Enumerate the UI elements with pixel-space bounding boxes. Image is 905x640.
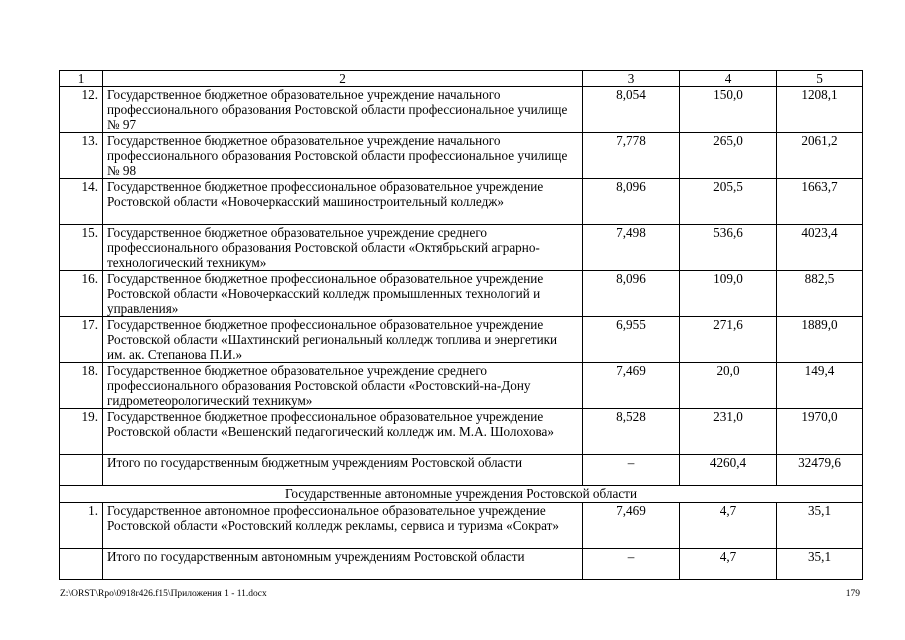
value-col-5: 1663,7	[777, 179, 863, 225]
data-table	[59, 70, 863, 580]
value-col-3: 6,955	[583, 317, 680, 363]
value-col-3: 7,469	[583, 363, 680, 409]
institution-name: Государственное бюджетное образовательное учреждение начального профессионального образования Ростовской области профессиональное училище № 97	[103, 87, 583, 133]
header-cell-4: 4	[680, 71, 777, 87]
value-col-3: 8,096	[583, 179, 680, 225]
total-label: Итого по государственным бюджетным учреждениям Ростовской области	[103, 455, 583, 486]
institution-name: Государственное бюджетное образовательное учреждение среднего профессионального образования Ростовской области «Ростовский-на-Дону гидрометеорологический техникум»	[103, 363, 583, 409]
table-row	[60, 179, 863, 225]
value-col-4: 150,0	[680, 87, 777, 133]
table-row	[60, 363, 863, 409]
footer-file-path: Z:\ORST\Rpo\0918r426.f15\Приложения 1 - 11.docx	[60, 589, 267, 599]
header-row	[60, 71, 863, 87]
total-row-autonomous	[60, 549, 863, 580]
row-number: 12.	[60, 87, 103, 133]
value-col-3: –	[583, 455, 680, 486]
value-col-5: 1208,1	[777, 87, 863, 133]
value-col-4: 271,6	[680, 317, 777, 363]
header-cell-3: 3	[583, 71, 680, 87]
institution-name: Государственное бюджетное образовательное учреждение начального профессионального образования Ростовской области профессиональное училище № 98	[103, 133, 583, 179]
value-col-5: 32479,6	[777, 455, 863, 486]
section-title: Государственные автономные учреждения Ростовской области	[60, 486, 863, 503]
value-col-5: 882,5	[777, 271, 863, 317]
row-number: 1.	[60, 503, 103, 549]
row-number-empty	[60, 455, 103, 486]
institution-name: Государственное бюджетное профессиональное образовательное учреждение Ростовской области «Новочеркасский колледж промышленных технологий и управления»	[103, 271, 583, 317]
table-row	[60, 503, 863, 549]
header-cell-1: 1	[60, 71, 103, 87]
table-row	[60, 271, 863, 317]
value-col-4: 4,7	[680, 549, 777, 580]
header-cell-5: 5	[777, 71, 863, 87]
table-row	[60, 409, 863, 455]
value-col-3: –	[583, 549, 680, 580]
value-col-3: 7,498	[583, 225, 680, 271]
total-row-budget	[60, 455, 863, 486]
row-number: 16.	[60, 271, 103, 317]
value-col-4: 4260,4	[680, 455, 777, 486]
table-row	[60, 87, 863, 133]
value-col-3: 7,778	[583, 133, 680, 179]
value-col-4: 205,5	[680, 179, 777, 225]
value-col-5: 2061,2	[777, 133, 863, 179]
row-number-empty	[60, 549, 103, 580]
total-label: Итого по государственным автономным учреждениям Ростовской области	[103, 549, 583, 580]
value-col-4: 4,7	[680, 503, 777, 549]
value-col-3: 8,054	[583, 87, 680, 133]
row-number: 17.	[60, 317, 103, 363]
value-col-4: 20,0	[680, 363, 777, 409]
row-number: 18.	[60, 363, 103, 409]
value-col-5: 149,4	[777, 363, 863, 409]
row-number: 19.	[60, 409, 103, 455]
institution-name: Государственное бюджетное образовательное учреждение среднего профессионального образования Ростовской области «Октябрьский аграрно-технологический техникум»	[103, 225, 583, 271]
value-col-3: 7,469	[583, 503, 680, 549]
row-number: 13.	[60, 133, 103, 179]
value-col-5: 35,1	[777, 503, 863, 549]
value-col-5: 4023,4	[777, 225, 863, 271]
institution-name: Государственное бюджетное профессиональное образовательное учреждение Ростовской области «Шахтинский региональный колледж топлива и энергетики им. ак. Степанова П.И.»	[103, 317, 583, 363]
page-number: 179	[845, 589, 860, 599]
value-col-4: 265,0	[680, 133, 777, 179]
row-number: 15.	[60, 225, 103, 271]
value-col-5: 1970,0	[777, 409, 863, 455]
header-cell-2: 2	[103, 71, 583, 87]
table-row	[60, 225, 863, 271]
institution-name: Государственное автономное профессиональное образовательное учреждение Ростовской области «Ростовский колледж рекламы, сервиса и туризма «Сократ»	[103, 503, 583, 549]
value-col-3: 8,096	[583, 271, 680, 317]
value-col-4: 231,0	[680, 409, 777, 455]
table-row	[60, 317, 863, 363]
value-col-5: 1889,0	[777, 317, 863, 363]
table-row	[60, 133, 863, 179]
institution-name: Государственное бюджетное профессиональное образовательное учреждение Ростовской области «Вешенский педагогический колледж им. М.А. Шолохова»	[103, 409, 583, 455]
value-col-4: 536,6	[680, 225, 777, 271]
value-col-4: 109,0	[680, 271, 777, 317]
institution-name: Государственное бюджетное профессиональное образовательное учреждение Ростовской области «Новочеркасский машиностроительный колледж»	[103, 179, 583, 225]
section-header-row	[60, 486, 863, 503]
value-col-3: 8,528	[583, 409, 680, 455]
row-number: 14.	[60, 179, 103, 225]
value-col-5: 35,1	[777, 549, 863, 580]
